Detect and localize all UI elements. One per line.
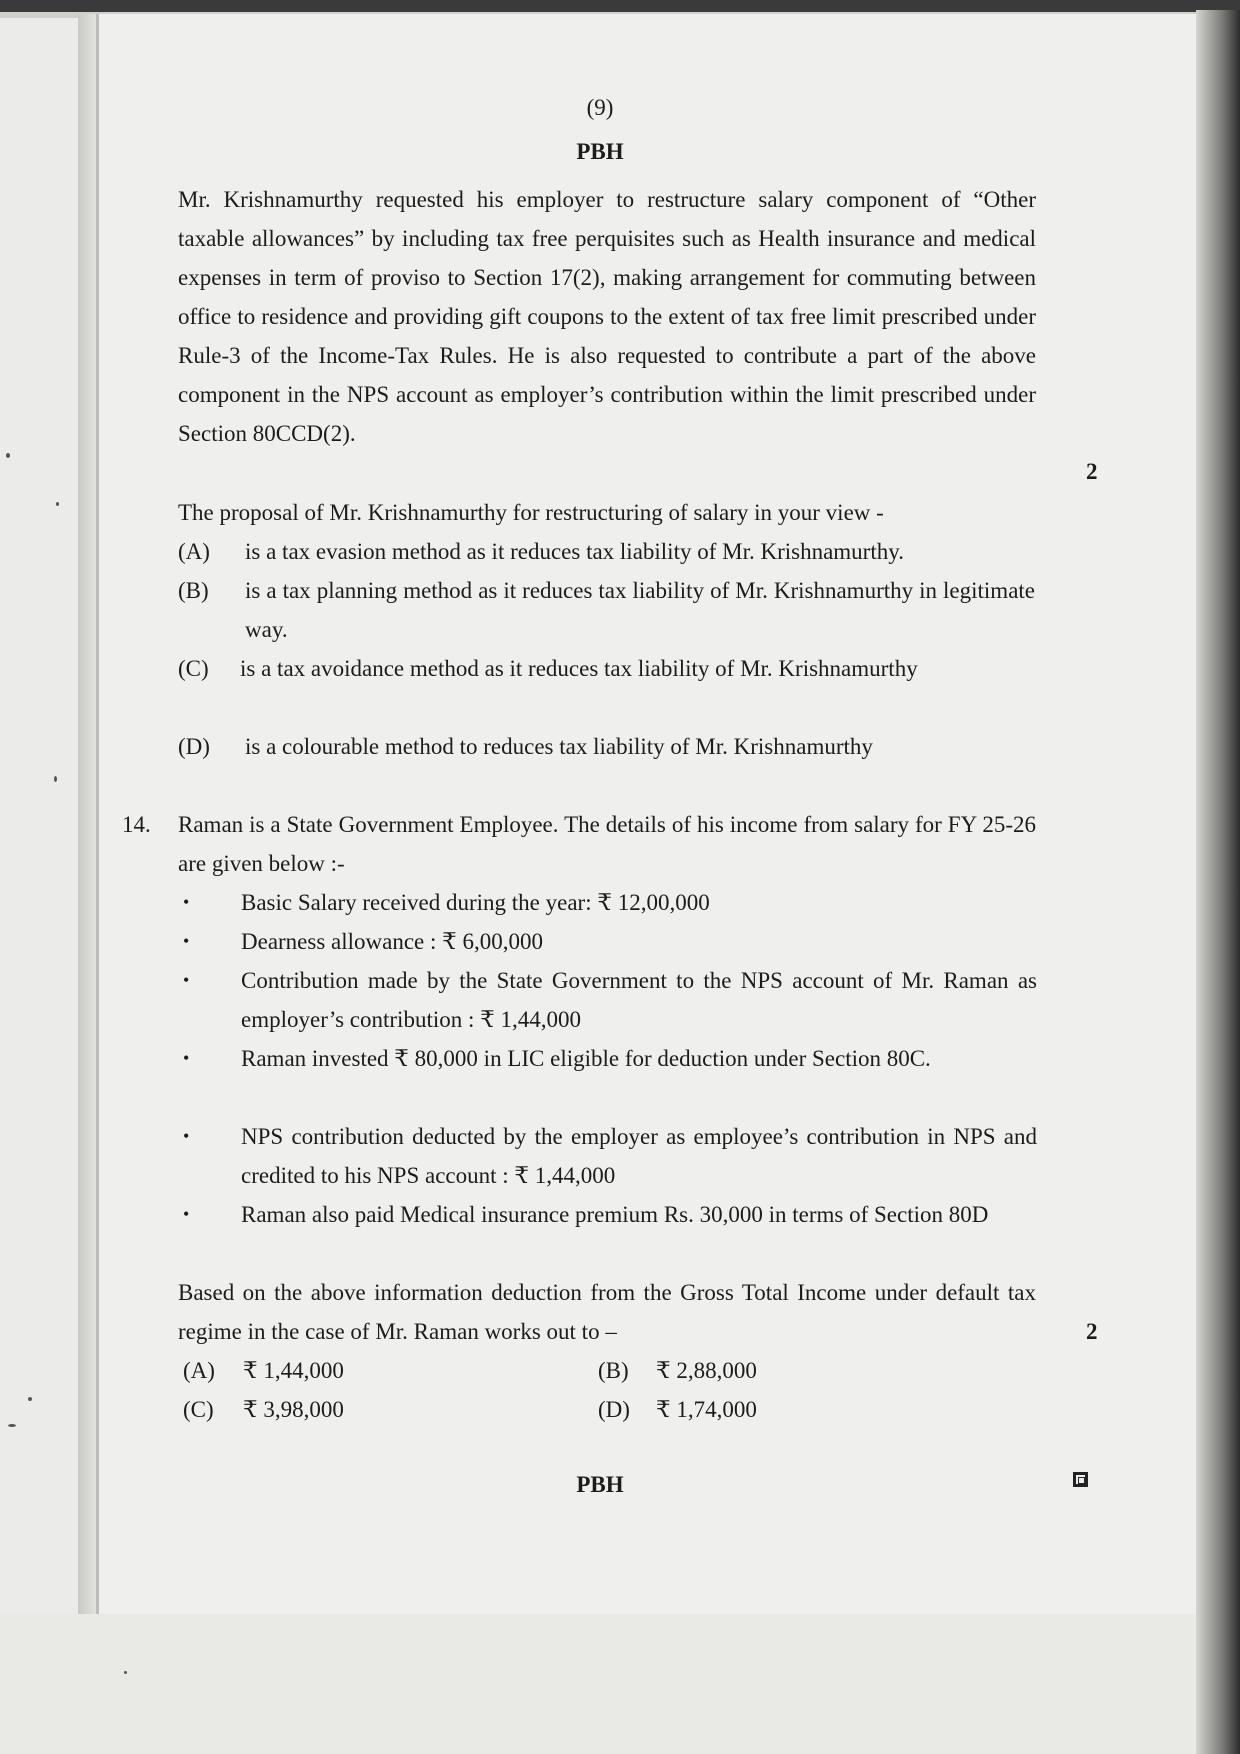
q14-option-text: ₹ 2,88,000: [656, 1358, 757, 1383]
q14-option-text: ₹ 1,74,000: [656, 1397, 757, 1422]
q14-option-text: ₹ 1,44,000: [243, 1358, 344, 1383]
scan-bottom-area: [0, 1614, 1196, 1754]
q13-option-text: is a colourable method to reduces tax liability of Mr. Krishnamurthy: [245, 734, 873, 759]
q13-option-label: (B): [178, 578, 209, 603]
paper-code-header: PBH: [576, 139, 624, 164]
q14-number: 14.: [122, 812, 151, 837]
q13-option-label: (D): [178, 734, 210, 759]
q14-option-label: (B): [598, 1358, 629, 1383]
bullet-icon: •: [183, 970, 190, 990]
scan-speck: [8, 1424, 16, 1427]
q14-bullet-item: Dearness allowance : ₹ 6,00,000: [241, 929, 544, 954]
q14-question: Based on the above information deduction from the Gross Total Income under default tax regime in the case of Mr. Raman works out to –: [178, 1280, 1036, 1344]
q14-bullet-item: Raman invested ₹ 80,000 in LIC eligible for deduction under Section 80C.: [241, 1046, 931, 1071]
q13-marks: 2: [1086, 459, 1098, 484]
q13-option-label: (C): [178, 656, 209, 681]
bullet-icon: •: [183, 1126, 190, 1146]
q13-option-text: is a tax avoidance method as it reduces tax liability of Mr. Krishnamurthy: [240, 656, 918, 681]
page-left-edge-line: [96, 14, 99, 1614]
q14-bullet-item: Raman also paid Medical insurance premium Rs. 30,000 in terms of Section 80D: [241, 1202, 989, 1227]
page-left-edge: [78, 14, 98, 1614]
q14-option-label: (C): [183, 1397, 214, 1422]
q13-stem: Mr. Krishnamurthy requested his employer to restructure salary component of “Other taxable allowances” by including tax free perquisites such as Health insurance and medical expenses in term of proviso to Section 17(2), making arrangement for commuting between office to residence and providing gift coupons to the extent of tax free limit prescribed under Rule-3 of the Income-Tax Rules. He is also requested to contribute a part of the above component in the NPS account as employer’s contribution within the limit prescribed under Section 80CCD(2).: [178, 187, 1036, 446]
bullet-icon: •: [183, 1204, 190, 1224]
q14-marks: 2: [1086, 1319, 1098, 1344]
q14-stem: Raman is a State Government Employee. The details of his income from salary for FY 25-26 are given below :-: [178, 812, 1036, 876]
scan-speck: [54, 776, 57, 782]
q13-option-text: is a tax planning method as it reduces tax liability of Mr. Krishnamurthy in legitimate way.: [245, 578, 1035, 642]
page-right-edge: [1196, 10, 1240, 1754]
q14-option-text: ₹ 3,98,000: [243, 1397, 344, 1422]
scan-speck: [6, 453, 10, 458]
page-number: (9): [586, 95, 614, 120]
paper-code-footer: PBH: [576, 1472, 624, 1497]
scan-speck: [124, 1671, 127, 1674]
bullet-icon: •: [183, 1048, 190, 1068]
q14-bullet-item: Contribution made by the State Government to the NPS account of Mr. Raman as employer’s contribution : ₹ 1,44,000: [241, 968, 1037, 1032]
q14-option-label: (D): [598, 1397, 630, 1422]
q13-option-text: is a tax evasion method as it reduces tax liability of Mr. Krishnamurthy.: [245, 539, 904, 564]
bullet-icon: •: [183, 892, 190, 912]
q14-bullet-item: NPS contribution deducted by the employer as employee’s contribution in NPS and credited to his NPS account : ₹ 1,44,000: [241, 1124, 1037, 1188]
scan-speck: [28, 1397, 32, 1401]
square-marker-icon: [1073, 1472, 1088, 1487]
scan-speck: [56, 502, 59, 506]
bullet-icon: •: [183, 931, 190, 951]
q13-option-label: (A): [178, 539, 210, 564]
q14-option-label: (A): [183, 1358, 215, 1383]
q14-bullet-item: Basic Salary received during the year: ₹ 12,00,000: [241, 890, 710, 915]
q13-question: The proposal of Mr. Krishnamurthy for restructuring of salary in your view -: [178, 500, 884, 525]
scan-top-edge: [0, 0, 1240, 12]
